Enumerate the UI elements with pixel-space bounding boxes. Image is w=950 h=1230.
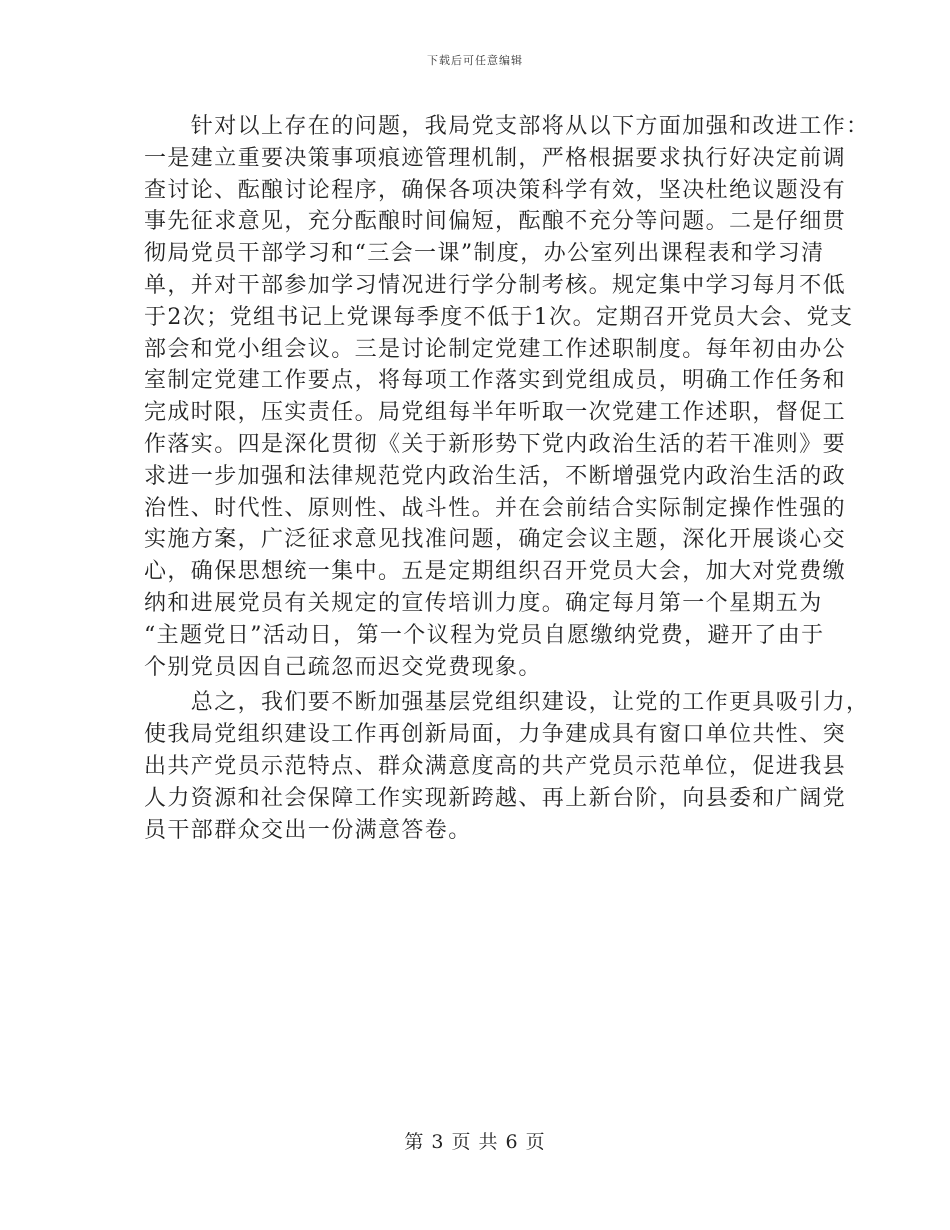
- text-line: “主题党日”活动日，第一个议程为党员自愿缴纳党费，避开了由于: [144, 622, 825, 648]
- text-line: 作落实。四是深化贯彻《关于新形势下党内政治生活的若干准则》要: [144, 431, 847, 457]
- text-line: 单，并对干部参加学习情况进行学分制考核。规定集中学习每月不低: [144, 272, 847, 298]
- paragraph: [144, 111, 870, 683]
- text-line: 部会和党小组会议。三是讨论制定党建工作述职制度。每年初由办公: [144, 336, 847, 362]
- text-line: 使我局党组织建设工作再创新局面，力争建成具有窗口单位共性、突: [144, 722, 847, 748]
- text-line: 实施方案，广泛征求意见找准问题，确定会议主题，深化开展谈心交: [144, 527, 847, 553]
- paragraph: [144, 687, 870, 846]
- text-line: 查讨论、酝酿讨论程序，确保各项决策科学有效，坚决杜绝议题没有: [144, 177, 847, 203]
- text-line: 于2次；党组书记上党课每季度不低于1次。定期召开党员大会、党支: [144, 304, 854, 330]
- page-header: 下载后可任意编辑: [427, 54, 523, 67]
- text-line: 出共产党员示范特点、群众满意度高的共产党员示范单位，促进我县: [144, 753, 847, 779]
- document-body: [144, 111, 870, 846]
- text-line: 完成时限，压实责任。局党组每半年听取一次党建工作述职，督促工: [144, 400, 847, 426]
- text-line: 一是建立重要决策事项痕迹管理机制，严格根据要求执行好决定前调: [144, 145, 847, 171]
- text-line: 员干部群众交出一份满意答卷。: [144, 817, 472, 843]
- text-line: 事先征求意见，充分酝酿时间偏短，酝酿不充分等问题。二是仔细贯: [144, 209, 847, 235]
- text-line: 针对以上存在的问题，我局党支部将从以下方面加强和改进工作：: [144, 114, 870, 139]
- text-line: 总之，我们要不断加强基层党组织建设，让党的工作更具吸引力，: [144, 690, 870, 716]
- text-line: 治性、时代性、原则性、战斗性。并在会前结合实际制定操作性强的: [144, 495, 847, 521]
- text-line: 心，确保思想统一集中。五是定期组织召开党员大会，加大对党费缴: [144, 559, 847, 585]
- text-line: 彻局党员干部学习和“三会一课”制度，办公室列出课程表和学习清: [144, 241, 825, 267]
- text-line: 求进一步加强和法律规范党内政治生活，不断增强党内政治生活的政: [144, 463, 847, 489]
- text-line: 个别党员因自己疏忽而迟交党费现象。: [144, 654, 542, 680]
- text-line: 室制定党建工作要点，将每项工作落实到党组成员，明确工作任务和: [144, 368, 847, 394]
- page-number: 第 3 页 共 6 页: [404, 1131, 546, 1153]
- text-line: 人力资源和社会保障工作实现新跨越、再上新台阶，向县委和广阔党: [144, 785, 847, 811]
- text-line: 纳和进展党员有关规定的宣传培训力度。确定每月第一个星期五为: [144, 590, 823, 616]
